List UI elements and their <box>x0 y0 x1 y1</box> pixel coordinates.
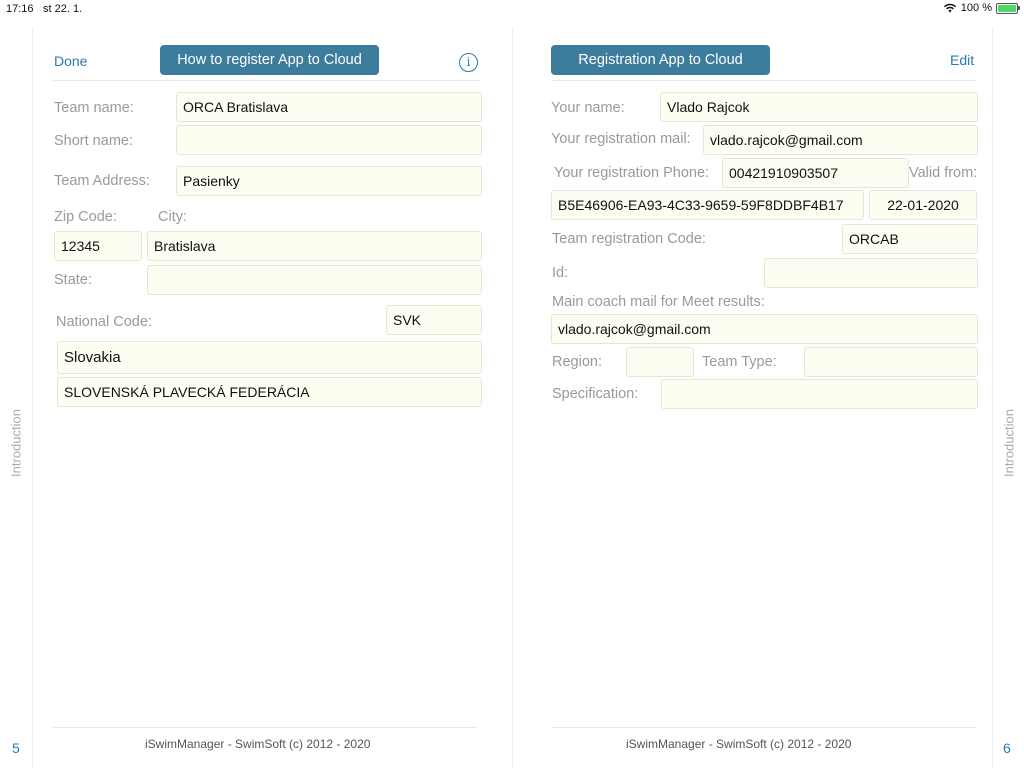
status-date: st 22. 1. <box>43 3 83 15</box>
left-side-label[interactable]: Introduction <box>8 409 24 477</box>
city-label: City: <box>158 209 187 225</box>
status-indicators <box>943 2 1018 14</box>
left-page-number: 5 <box>12 740 20 756</box>
specification-label: Specification: <box>552 386 639 402</box>
team-address-field[interactable]: Pasienky <box>176 166 482 196</box>
coach-mail-label: Main coach mail for Meet results: <box>552 294 765 310</box>
footer-divider <box>53 727 477 728</box>
team-registration-code-label: Team registration Code: <box>552 231 706 247</box>
state-field[interactable] <box>147 265 482 295</box>
left-side-strip <box>0 28 33 768</box>
battery-percent: 100 % <box>960 2 992 14</box>
your-name-field[interactable]: Vlado Rajcok <box>660 92 978 122</box>
state-label: State: <box>54 272 92 288</box>
zip-code-label: Zip Code: <box>54 209 117 225</box>
footer-copyright: iSwimManager - SwimSoft (c) 2012 - 2020 <box>145 737 371 751</box>
registration-mail-field[interactable]: vlado.rajcok@gmail.com <box>703 125 978 155</box>
wifi-icon <box>943 3 957 13</box>
city-field[interactable]: Bratislava <box>147 231 482 261</box>
country-field[interactable]: Slovakia <box>57 341 482 374</box>
status-time: 17:16 <box>6 3 34 15</box>
region-label: Region: <box>552 354 602 370</box>
region-field[interactable] <box>626 347 694 377</box>
short-name-label: Short name: <box>54 133 133 149</box>
team-type-field[interactable] <box>804 347 978 377</box>
registration-panel <box>513 28 991 768</box>
footer-divider <box>551 727 977 728</box>
info-circle-icon[interactable]: i <box>459 53 478 72</box>
footer-copyright: iSwimManager - SwimSoft (c) 2012 - 2020 <box>626 737 852 751</box>
specification-field[interactable] <box>661 379 978 409</box>
team-name-label: Team name: <box>54 100 134 116</box>
team-address-label: Team Address: <box>54 173 150 189</box>
zip-code-field[interactable]: 12345 <box>54 231 142 261</box>
short-name-field[interactable] <box>176 125 482 155</box>
done-button[interactable]: Done <box>54 53 88 69</box>
national-code-field[interactable]: SVK <box>386 305 482 335</box>
registration-uuid-field[interactable]: B5E46906-EA93-4C33-9659-59F8DDBF4B17 <box>551 190 864 220</box>
national-code-label: National Code: <box>56 314 152 330</box>
federation-field[interactable]: SLOVENSKÁ PLAVECKÁ FEDERÁCIA <box>57 377 482 407</box>
right-side-label[interactable]: Introduction <box>1001 409 1017 477</box>
id-label: Id: <box>552 265 569 281</box>
header-divider <box>551 80 977 81</box>
your-name-label: Your name: <box>551 100 625 116</box>
valid-from-field[interactable]: 22-01-2020 <box>869 190 977 220</box>
id-field[interactable] <box>764 258 978 288</box>
edit-button[interactable]: Edit <box>950 52 975 68</box>
valid-from-label: Valid from: <box>909 165 978 181</box>
registration-mail-label: Your registration mail: <box>551 131 691 147</box>
header-divider <box>53 80 481 81</box>
team-name-field[interactable]: ORCA Bratislava <box>176 92 482 122</box>
right-page-number: 6 <box>1003 740 1011 756</box>
right-side-strip <box>992 28 1024 768</box>
coach-mail-field[interactable]: vlado.rajcok@gmail.com <box>551 314 978 344</box>
battery-icon <box>996 3 1018 14</box>
team-registration-code-field[interactable]: ORCAB <box>842 224 978 254</box>
team-type-label: Team Type: <box>702 354 777 370</box>
how-to-register-button[interactable]: How to register App to Cloud <box>160 45 379 75</box>
registration-phone-label: Your registration Phone: <box>554 165 710 181</box>
registration-app-to-cloud-button[interactable]: Registration App to Cloud <box>551 45 770 75</box>
registration-phone-field[interactable]: 00421910903507 <box>722 158 909 188</box>
team-panel <box>33 28 512 768</box>
